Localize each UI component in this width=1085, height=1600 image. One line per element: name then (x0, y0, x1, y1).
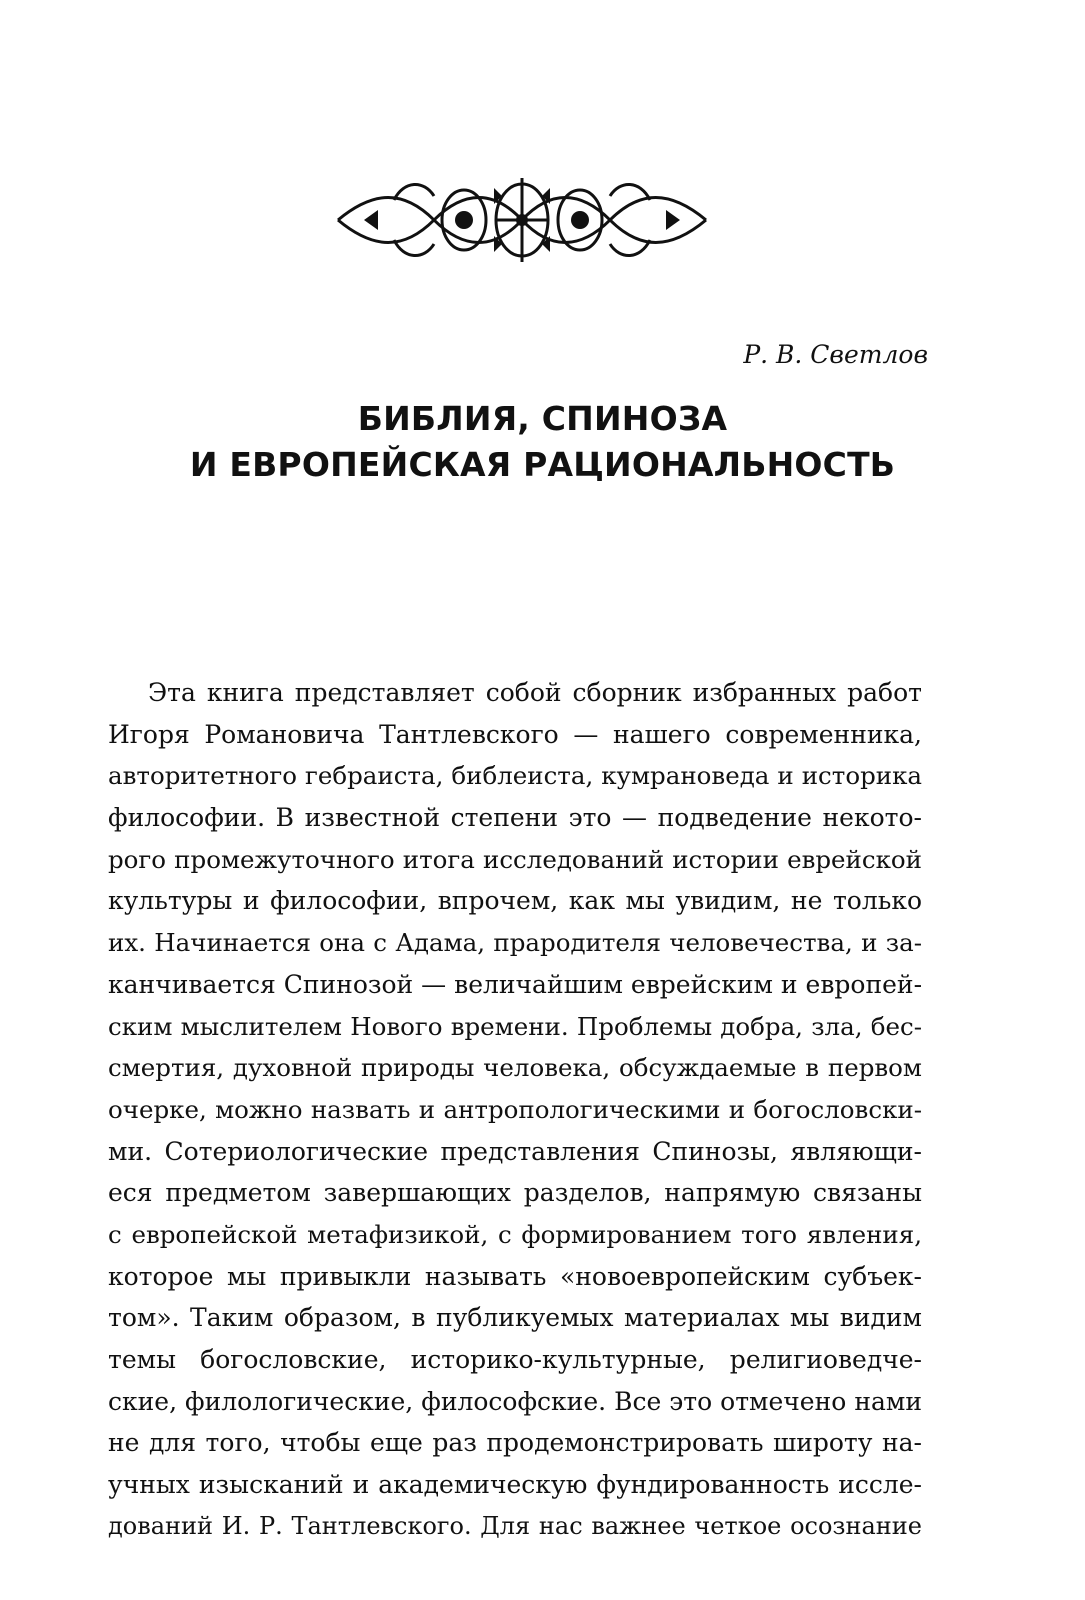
author-name: Р. В. Светлов (743, 340, 928, 369)
body-line: темы богословские, историко-культурные, религиоведче- (108, 1345, 922, 1374)
body-line: с европейской метафизикой, с формированием того явления, (108, 1219, 922, 1249)
body-line: ские, филологические, философские. Все это отмечено нами (108, 1386, 922, 1416)
body-line: учных изысканий и академическую фундированность иссле- (108, 1470, 922, 1500)
title-line-2: И ЕВРОПЕЙСКАЯ РАЦИОНАЛЬНОСТЬ (189, 445, 896, 484)
body-line: которое мы привыкли называть «новоевропейским субъек- (108, 1261, 922, 1291)
celtic-knot-ornament-icon (334, 170, 710, 270)
body-line: их. Начинается она с Адама, прародителя человечества, и за- (108, 928, 922, 958)
body-line: дований И. Р. Тантлевского. Для нас важнее четкое осознание (108, 1511, 922, 1540)
title-line-1: БИБЛИЯ, СПИНОЗА (357, 399, 728, 438)
body-line: смертия, духовной природы человека, обсуждаемые в первом (108, 1053, 922, 1083)
body-paragraph (108, 672, 922, 1547)
body-line: очерке, можно назвать и антропологическими и богословски- (108, 1094, 922, 1124)
body-line: рого промежуточного итога исследований истории еврейской (108, 844, 922, 874)
body-line: Эта книга представляет собой сборник избранных работ (148, 678, 922, 707)
body-line: ми. Сотериологические представления Спинозы, являющи- (108, 1136, 922, 1166)
body-line: философии. В известной степени это — подведение некото- (108, 803, 922, 833)
body-line: канчивается Спинозой — величайшим еврейским и европей- (108, 969, 923, 999)
body-line: не для того, чтобы еще раз продемонстрировать широту на- (108, 1428, 922, 1458)
body-line: том». Таким образом, в публикуемых материалах мы видим (108, 1303, 922, 1333)
body-line: ским мыслителем Нового времени. Проблемы добра, зла, бес- (108, 1011, 922, 1041)
body-line: культуры и философии, впрочем, как мы увидим, не только (108, 886, 922, 916)
body-line: авторитетного гебраиста, библеиста, кумрановеда и историка (108, 761, 922, 791)
page-title (100, 396, 985, 488)
body-line: еся предметом завершающих разделов, напрямую связаны (108, 1178, 922, 1208)
body-line: Игоря Романовича Тантлевского — нашего современника, (108, 719, 922, 749)
